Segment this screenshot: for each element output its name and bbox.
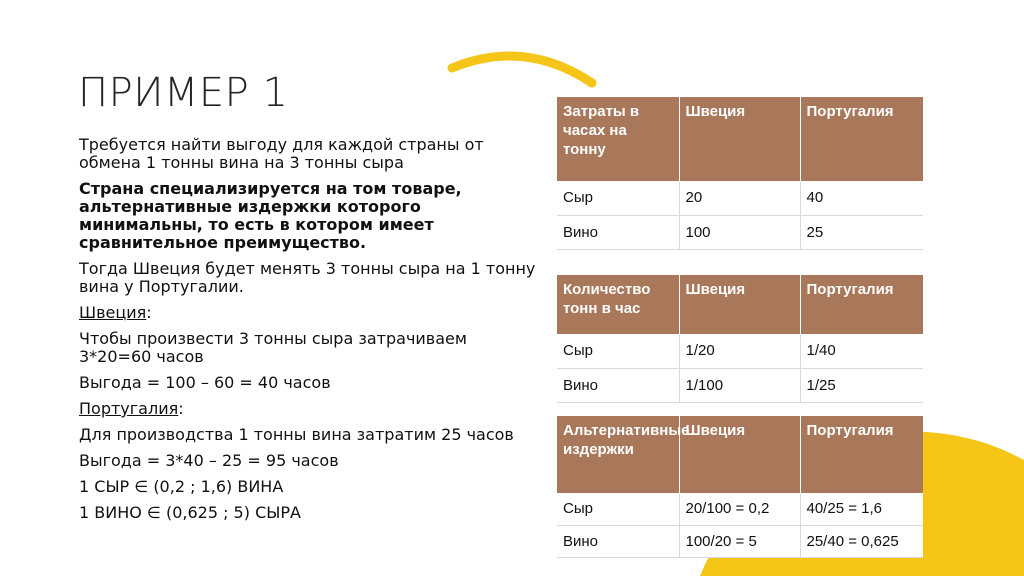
body-text	[79, 136, 539, 530]
slide-title: ПРИМЕР 1	[78, 70, 289, 116]
table-cell: 25/40 = 0,625	[800, 525, 923, 557]
table-header-row	[557, 275, 923, 334]
table-header-cell: Альтернативные издержки	[557, 416, 679, 493]
table-cell: Сыр	[557, 493, 679, 525]
exchange-paragraph: Тогда Швеция будет менять 3 тонны сыра на 1 тонну вина у Португалии.	[79, 259, 536, 296]
table-header-cell: Количество тонн в час	[557, 275, 679, 334]
yellow-arc	[452, 56, 592, 83]
portugal-label: Португалия	[79, 399, 179, 418]
table-row	[557, 368, 923, 402]
task-paragraph: Требуется найти выгоду для каждой страны от обмена 1 тонны вина на 3 тонны сыра	[79, 135, 484, 172]
table-cell: 25	[800, 215, 923, 249]
table-cell: 1/40	[800, 334, 923, 368]
table-cell: Вино	[557, 215, 679, 249]
sweden-gain-paragraph: Выгода = 100 – 60 = 40 часов	[79, 373, 331, 392]
table-cell: Сыр	[557, 334, 679, 368]
table-header-row	[557, 97, 923, 181]
table-row	[557, 334, 923, 368]
table-cell: 100	[679, 215, 800, 249]
table-cell: 20/100 = 0,2	[679, 493, 800, 525]
portugal-heading	[79, 400, 539, 418]
sweden-cost-paragraph: Чтобы произвести 3 тонны сыра затрачиваем 3*20=60 часов	[79, 329, 467, 366]
sweden-colon: :	[146, 303, 152, 322]
principle-paragraph: Страна специализируется на том товаре, альтернативные издержки которого минимальны, то есть в котором имеет сравнительное преимущество.	[79, 179, 462, 252]
table-header-cell: Португалия	[800, 97, 923, 181]
opportunity-cost-table	[557, 416, 923, 558]
table-cell: 100/20 = 5	[679, 525, 800, 557]
table-header-cell: Швеция	[679, 416, 800, 493]
table-row	[557, 215, 923, 249]
table-row	[557, 525, 923, 557]
table-cell: Сыр	[557, 181, 679, 215]
table-cell: 1/100	[679, 368, 800, 402]
sweden-label: Швеция	[79, 303, 147, 322]
sweden-heading	[79, 304, 539, 322]
table-cell: Вино	[557, 368, 679, 402]
table-cell: 40/25 = 1,6	[800, 493, 923, 525]
table-cell: 1/25	[800, 368, 923, 402]
table-row	[557, 181, 923, 215]
table-header-cell: Швеция	[679, 275, 800, 334]
table-header-cell: Затраты в часах на тонну	[557, 97, 679, 181]
table-header-cell: Португалия	[800, 416, 923, 493]
cheese-range: 1 СЫР ∈ (0,2 ; 1,6) ВИНА	[79, 477, 284, 496]
table-cell: Вино	[557, 525, 679, 557]
table-cell: 1/20	[679, 334, 800, 368]
portugal-gain-paragraph: Выгода = 3*40 – 25 = 95 часов	[79, 451, 339, 470]
wine-range: 1 ВИНО ∈ (0,625 ; 5) СЫРА	[79, 503, 301, 522]
table-header-row	[557, 416, 923, 493]
tons-per-hour-table	[557, 275, 923, 403]
portugal-cost-paragraph: Для производства 1 тонны вина затратим 25 часов	[79, 425, 514, 444]
table-cell: 20	[679, 181, 800, 215]
table-header-cell: Швеция	[679, 97, 800, 181]
hours-per-ton-table	[557, 97, 923, 250]
table-header-cell: Португалия	[800, 275, 923, 334]
table-cell: 40	[800, 181, 923, 215]
portugal-colon: :	[178, 399, 184, 418]
table-row	[557, 493, 923, 525]
